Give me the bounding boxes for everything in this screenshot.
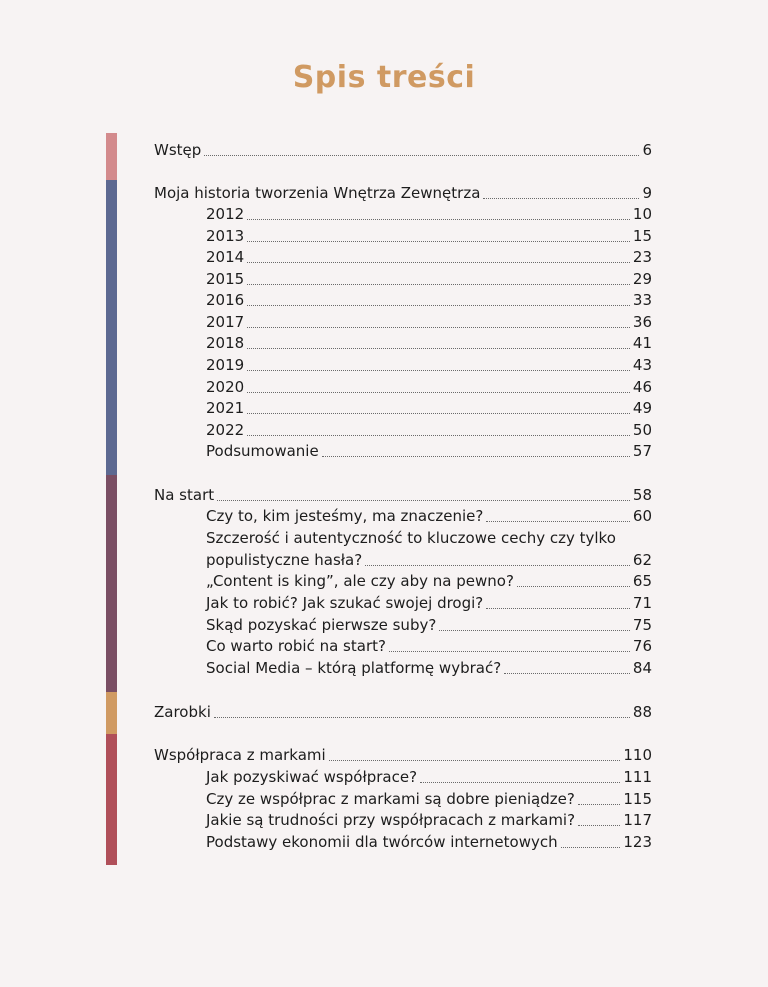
toc-entry-page: 58	[632, 486, 652, 504]
toc-subentry-title: 2015	[206, 270, 245, 288]
toc-entry-page: 9	[642, 184, 652, 202]
dot-leader	[561, 846, 621, 848]
toc-subentry-title: 2022	[206, 421, 245, 439]
toc-entry-title: Zarobki	[154, 703, 211, 721]
toc-subentry-title: Szczerość i autentyczność to kluczowe cechy czy tylko	[206, 529, 616, 547]
toc-subentry-page: 15	[632, 227, 652, 245]
toc-subentry-page: 123	[623, 833, 652, 851]
page-title: Spis treści	[292, 60, 476, 95]
dot-leader	[322, 455, 630, 457]
dot-leader	[578, 824, 620, 826]
toc-subentry-page: 36	[632, 313, 652, 331]
section-bar-zarobki	[106, 692, 117, 734]
dot-leader	[247, 283, 630, 285]
toc-subentry[interactable]	[206, 313, 652, 331]
toc-subentry[interactable]	[206, 378, 652, 396]
dot-leader	[439, 629, 630, 631]
dot-leader	[578, 803, 621, 805]
dot-leader	[329, 759, 621, 761]
toc-subentry-title: Czy to, kim jesteśmy, ma znaczenie?	[206, 507, 484, 525]
toc-entry-zarobki[interactable]	[154, 703, 652, 721]
toc-subentry-title: Social Media – którą platformę wybrać?	[206, 659, 502, 677]
toc-subentry-page: 33	[632, 291, 652, 309]
toc-subentry-title: Jak pozyskiwać współprace?	[206, 768, 418, 786]
toc-subentry-title: 2016	[206, 291, 245, 309]
toc-subentry-title: Czy ze współprac z markami są dobre pieniądze?	[206, 790, 575, 808]
toc-subentry[interactable]	[206, 227, 652, 245]
dot-leader	[420, 781, 620, 783]
dot-leader	[217, 499, 630, 501]
toc-subentry[interactable]	[206, 270, 652, 288]
toc-subentry-title: Skąd pozyskać pierwsze suby?	[206, 616, 437, 634]
toc-entry-title: Na start	[154, 486, 215, 504]
toc-subentry-title: 2021	[206, 399, 245, 417]
toc-subentry[interactable]	[206, 356, 652, 374]
toc-subentry-page: 111	[623, 768, 652, 786]
dot-leader	[247, 261, 630, 263]
toc-subentry-title: Jakie są trudności przy współpracach z markami?	[206, 811, 576, 829]
dot-leader	[247, 304, 630, 306]
toc-entry-page: 110	[623, 746, 652, 764]
toc-entry-wstep[interactable]	[154, 141, 652, 159]
toc-subentry-title: 2020	[206, 378, 245, 396]
dot-leader	[517, 585, 630, 587]
dot-leader	[214, 716, 630, 718]
toc-subentry[interactable]	[206, 291, 652, 309]
toc-subentry-title: 2017	[206, 313, 245, 331]
section-bar-na-start	[106, 475, 117, 692]
section-bar-wstep	[106, 133, 117, 180]
toc-subentry[interactable]	[206, 421, 652, 439]
toc-subentry[interactable]	[206, 659, 652, 677]
dot-leader	[389, 650, 630, 652]
toc-subentry-title: 2013	[206, 227, 245, 245]
dot-leader	[247, 347, 630, 349]
toc-subentry-title: 2014	[206, 248, 245, 266]
dot-leader	[486, 607, 630, 609]
toc-subentry-page: 50	[632, 421, 652, 439]
toc-entry-title: Współpraca z markami	[154, 746, 326, 764]
toc-entry-wspolpraca[interactable]	[154, 746, 652, 764]
toc-subentry-page: 117	[623, 811, 652, 829]
section-bar-historia	[106, 180, 117, 475]
dot-leader	[247, 369, 630, 371]
toc-subentry[interactable]	[206, 833, 652, 851]
toc-subentry[interactable]	[206, 442, 652, 460]
toc-entry-page: 6	[642, 141, 652, 159]
toc-subentry[interactable]	[206, 637, 652, 655]
toc-entry-historia[interactable]	[154, 184, 652, 202]
toc-subentry[interactable]	[206, 768, 652, 786]
toc-subentry-page: 43	[632, 356, 652, 374]
toc-subentry-title: 2012	[206, 205, 245, 223]
toc-subentry[interactable]	[206, 507, 652, 525]
toc-subentry[interactable]	[206, 594, 652, 612]
toc-subentry-title: Podstawy ekonomii dla twórców internetowych	[206, 833, 558, 851]
dot-leader	[247, 391, 630, 393]
dot-leader	[247, 240, 630, 242]
toc-subentry-title: „Content is king”, ale czy aby na pewno?	[206, 572, 514, 590]
toc-entry-page: 88	[632, 703, 652, 721]
dot-leader	[247, 218, 630, 220]
toc-subentry[interactable]	[206, 616, 652, 634]
toc-entry-na-start[interactable]	[154, 486, 652, 504]
toc-subentry-title: populistyczne hasła?	[206, 551, 363, 569]
toc-subentry-page: 41	[632, 334, 652, 352]
toc-subentry-title: Co warto robić na start?	[206, 637, 386, 655]
toc-subentry[interactable]	[206, 572, 652, 590]
dot-leader	[247, 412, 630, 414]
toc-subentry-page: 57	[632, 442, 652, 460]
toc-subentry-page: 76	[632, 637, 652, 655]
toc-subentry-title: 2018	[206, 334, 245, 352]
toc-subentry-title: Jak to robić? Jak szukać swojej drogi?	[206, 594, 484, 612]
toc-subentry-page: 62	[632, 551, 652, 569]
dot-leader	[483, 197, 639, 199]
dot-leader	[504, 672, 630, 674]
toc-subentry-page: 23	[632, 248, 652, 266]
toc-subentry-page: 29	[632, 270, 652, 288]
toc-subentry[interactable]	[206, 248, 652, 266]
toc-subentry-title: Podsumowanie	[206, 442, 319, 460]
toc-subentry[interactable]	[206, 811, 652, 829]
toc-subentry-page: 84	[632, 659, 652, 677]
dot-leader	[247, 434, 630, 436]
toc-subentry-page: 10	[632, 205, 652, 223]
toc-subentry[interactable]	[206, 790, 652, 808]
dot-leader	[365, 564, 630, 566]
toc-entry-title: Wstęp	[154, 141, 202, 159]
toc-subentry-page: 71	[632, 594, 652, 612]
toc-subentry-page: 46	[632, 378, 652, 396]
dot-leader	[204, 154, 639, 156]
toc-subentry-page: 49	[632, 399, 652, 417]
section-bar-wspolpraca	[106, 734, 117, 865]
toc-subentry-page: 65	[632, 572, 652, 590]
toc-subentry-line2[interactable]	[206, 551, 652, 569]
toc-subentry-page: 75	[632, 616, 652, 634]
dot-leader	[247, 326, 630, 328]
toc-subentry-line1[interactable]	[206, 529, 652, 547]
toc-subentry-page: 115	[623, 790, 652, 808]
dot-leader	[486, 520, 630, 522]
toc-subentry[interactable]	[206, 205, 652, 223]
toc-subentry-title: 2019	[206, 356, 245, 374]
toc-subentry[interactable]	[206, 399, 652, 417]
toc-entry-title: Moja historia tworzenia Wnętrza Zewnętrza	[154, 184, 481, 202]
toc-subentry[interactable]	[206, 334, 652, 352]
toc-subentry-page: 60	[632, 507, 652, 525]
